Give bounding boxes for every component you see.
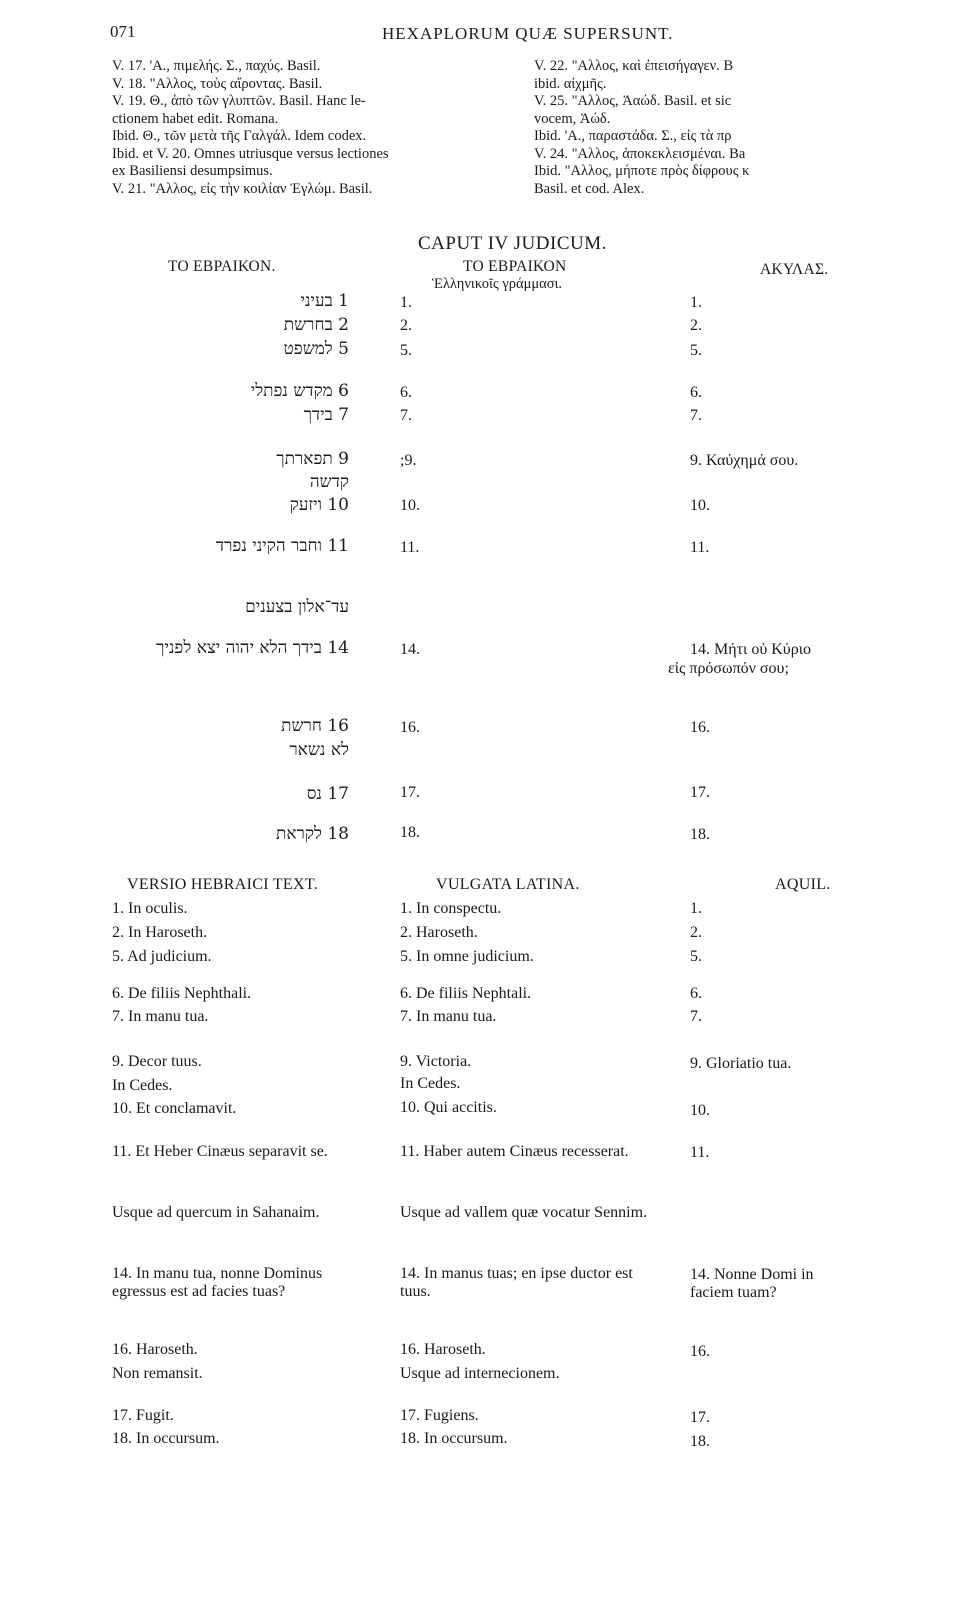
latin-cell: 5. Ad judicium. [112, 948, 212, 965]
hebrew-text: 9 תפארתך [276, 449, 349, 469]
latin-cell: 7. [690, 1008, 702, 1025]
aquila-cell: 7. [690, 407, 702, 424]
note-line: V. 25. "Αλλος, Ἀαώδ. Basil. et sic [534, 93, 732, 109]
transliteration-cell: 18. [400, 824, 420, 841]
transliteration-cell: 7. [400, 407, 412, 424]
transliteration-cell: 5. [400, 342, 412, 359]
latin-cell: 14. In manus tuas; en ipse ductor est tuus. [400, 1265, 633, 1300]
note-line: ex Basiliensi desumpsimus. [112, 163, 273, 179]
hebrew-text: 10 ויזעק [289, 495, 349, 515]
aquila-cell: 2. [690, 317, 702, 334]
latin-cell: 2. [690, 924, 702, 941]
notes-left [112, 58, 517, 198]
note-line: V. 22. "Αλλος, καὶ ἐπεισήγαγεν. B [534, 58, 734, 74]
hebrew-text: עד־אלון בצענים [245, 597, 349, 617]
transliteration-cell: 2. [400, 317, 412, 334]
latin-cell: 9. Gloriatio tua. [690, 1055, 792, 1072]
latin-cell: 9. Decor tuus. [112, 1053, 202, 1070]
latin-cell: 7. In manu tua. [400, 1008, 497, 1025]
latin-cell: 6. De filiis Nephtali. [400, 985, 532, 1002]
hebrew-text: 7 בידך [303, 405, 349, 425]
latin-cell: 10. Qui accitis. [400, 1099, 497, 1116]
header-hebrew-greek: ΤΟ ΕΒΡΑΙΚΟΝ [463, 258, 567, 275]
transliteration-cell: 14. [400, 641, 420, 658]
latin-cell: 10. [690, 1102, 710, 1119]
notes-right [534, 58, 846, 198]
note-line: V. 24. "Αλλος, ἀποκεκλεισμέναι. Ba [534, 145, 746, 162]
note-line: vocem, Ἀώδ. [534, 110, 611, 127]
latin-cell: 17. Fugit. [112, 1407, 174, 1424]
latin-cell: Usque ad quercum in Sahanaim. [112, 1204, 320, 1221]
transliteration-cell: 17. [400, 784, 420, 801]
latin-cell: 18. In occursum. [112, 1430, 220, 1447]
aquila-cell: 14. Μήτι οὐ Κύριο [690, 641, 812, 658]
hebrew-text: 11 וחבר הקיני נפרד [215, 536, 349, 556]
latin-cell: 11. Et Heber Cinæus separavit se. [112, 1143, 328, 1160]
note-line: Basil. et cod. Alex. [534, 180, 645, 197]
latin-cell: 9. Victoria. [400, 1053, 472, 1070]
latin-cell: 14. In manu tua, nonne Dominus egressus est ad facies tuas? [112, 1265, 323, 1300]
latin-cell: 1. In conspectu. [400, 900, 502, 917]
latin-cell: Usque ad vallem quæ vocatur Sennim. [400, 1204, 648, 1221]
note-line: V. 17. 'A., πιμελής. Σ., παχύς. Basil. [112, 58, 321, 74]
note-line: Ibid. et V. 20. Omnes utriusque versus lectiones [112, 145, 389, 162]
hebrew-text: 17 נס [306, 784, 349, 804]
header-aquila: ΑΚΥΛΑΣ. [760, 261, 829, 278]
latin-cell: In Cedes. [400, 1075, 461, 1092]
chapter-title: CAPUT IV JUDICUM. [418, 233, 607, 254]
hebrew-text: 18 לקראת [275, 824, 349, 844]
aquila-cell: 9. Καύχημά σου. [690, 452, 799, 469]
hebrew-text: 6 מקדש נפתלי [250, 381, 349, 401]
note-line: Ibid. Θ., τῶν μετὰ τῆς Γαλγάλ. Idem codex. [112, 128, 367, 144]
latin-cell: 6. De filiis Nephthali. [112, 985, 252, 1002]
aquila-cell: 10. [690, 497, 710, 514]
transliteration-cell: 1. [400, 294, 412, 311]
latin-header-version: VERSIO HEBRAICI TEXT. [127, 876, 319, 893]
latin-cell: 18. In occursum. [400, 1430, 508, 1447]
hebrew-text: 5 למשפט [283, 339, 349, 359]
latin-cell: 7. In manu tua. [112, 1008, 209, 1025]
transliteration-cell: 16. [400, 719, 420, 736]
hebrew-text: קדשה [309, 472, 349, 492]
aquila-cell: 1. [690, 294, 702, 311]
latin-cell: 11. [690, 1144, 710, 1161]
latin-cell: 5. In omne judicium. [400, 948, 534, 965]
header-hebrew: ΤΟ ΕΒΡΑΙΚΟΝ. [168, 258, 276, 275]
latin-cell: 2. In Haroseth. [112, 924, 208, 941]
aquila-cell: 6. [690, 384, 702, 401]
latin-cell: 14. Nonne Domi in faciem tuam? [690, 1266, 814, 1301]
note-line: Ibid. 'A., παραστάδα. Σ., εἰς τὰ πρ [534, 128, 732, 144]
note-line: V. 21. "Αλλος, εἰς τὴν κοιλίαν Ἐγλώμ. Basil. [112, 180, 373, 197]
running-title: HEXAPLORUM QUÆ SUPERSUNT. [382, 24, 674, 43]
latin-cell: Non remansit. [112, 1365, 203, 1382]
latin-cell: 16. [690, 1343, 710, 1360]
note-line: V. 19. Θ., ἀπὸ τῶν γλυπτῶν. Basil. Hanc le- [112, 93, 366, 109]
hebrew-text: 16 חרשת [281, 716, 349, 736]
note-line: V. 18. "Αλλος, τοὺς αἴροντας. Basil. [112, 75, 323, 92]
aquila-cell: 11. [690, 539, 710, 556]
header-hebrew-greek-sub: Ἑλληνικοῖς γράμμασι. [432, 276, 563, 292]
latin-cell: 11. Haber autem Cinæus recesserat. [400, 1143, 629, 1160]
note-line: Ibid. "Αλλος, μήποτε πρὸς δίφρους κ [534, 163, 750, 179]
aquila-cell: 16. [690, 719, 710, 736]
transliteration-cell: 6. [400, 384, 412, 401]
transliteration-cell: 11. [400, 539, 420, 556]
hebrew-text: 2 בחרשת [283, 315, 349, 335]
latin-cell: 16. Haroseth. [112, 1341, 198, 1358]
latin-cell: Usque ad internecionem. [400, 1365, 560, 1382]
page-number: 071 [110, 22, 136, 41]
latin-cell: 16. Haroseth. [400, 1341, 486, 1358]
transliteration-cell: 10. [400, 497, 420, 514]
latin-header-vulgate: VULGATA LATINA. [436, 876, 580, 893]
hebrew-text: לא נשאר [289, 740, 349, 760]
latin-cell: 17. [690, 1409, 710, 1426]
latin-cell: 2. Haroseth. [400, 924, 478, 941]
latin-cell: 10. Et conclamavit. [112, 1100, 237, 1117]
latin-cell: 6. [690, 985, 702, 1002]
latin-cell: 1. In oculis. [112, 900, 188, 917]
hebrew-text: 1 בעיני [300, 291, 349, 311]
aquila-cell: 17. [690, 784, 710, 801]
latin-cell: 1. [690, 900, 702, 917]
latin-cell: 18. [690, 1433, 710, 1450]
latin-cell: 17. Fugiens. [400, 1407, 479, 1424]
hebrew-text: 14 בידך הלא יהוה יצא לפניך [156, 638, 349, 658]
latin-header-aquila: AQUIL. [775, 876, 831, 893]
latin-cell: 5. [690, 948, 702, 965]
note-line: ibid. αἰχμῆς. [534, 75, 607, 92]
aquila-cell: 18. [690, 826, 710, 843]
transliteration-cell: ;9. [400, 452, 417, 469]
aquila-cell: εἰς πρόσωπόν σου; [668, 660, 789, 677]
note-line: ctionem habet edit. Romana. [112, 110, 279, 127]
aquila-cell: 5. [690, 342, 702, 359]
latin-cell: In Cedes. [112, 1077, 173, 1094]
